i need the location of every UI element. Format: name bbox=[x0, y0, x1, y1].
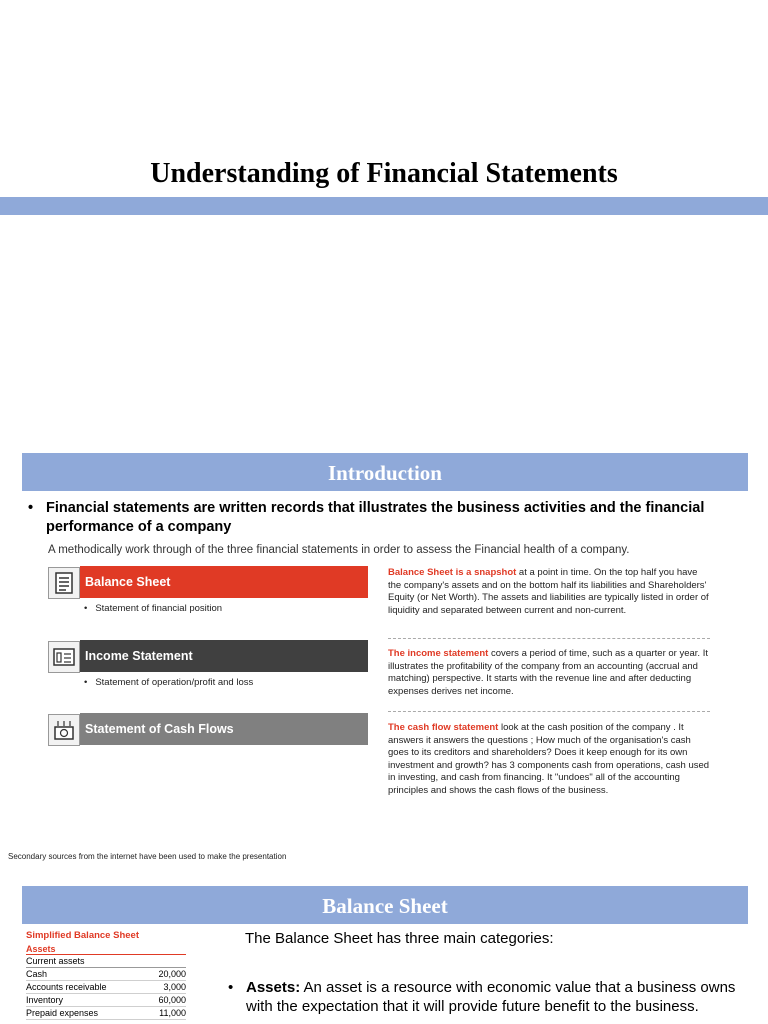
balance-sheet-header: Balance Sheet bbox=[22, 886, 748, 924]
income-statement-description: The income statement covers a period of time, such as a quarter or year. It illustrates the profitability of the company from an accounting (accrual and matching) perspective. It starts with the revenue line and after deducting expenses derives net income. bbox=[388, 648, 708, 697]
table-category: Current assets bbox=[26, 955, 186, 968]
divider-2 bbox=[388, 711, 710, 712]
bullet-dot: • bbox=[28, 500, 34, 516]
cash-flows-bar: Statement of Cash Flows bbox=[80, 713, 368, 745]
cash-register-icon bbox=[48, 714, 80, 746]
balance-sheet-bar: Balance Sheet bbox=[80, 566, 368, 598]
footnote: Secondary sources from the internet have been used to make the presentation bbox=[8, 852, 287, 861]
cash-flow-description: The cash flow statement look at the cash position of the company . It answers it answers the questions ; How much of the organisation's cash goes to its creditors and shareholders? Does it keep enough for its own investment and growth? has 3 components cash from operations, cash used in investing, and cash from financing. It "undoes" all of the accounting principles and shows the cash flows of the business. bbox=[388, 722, 710, 796]
method-text: A methodically work through of the three financial statements in order to assess the Financial health of a company. bbox=[48, 544, 630, 556]
divider-1 bbox=[388, 638, 710, 639]
balance-sheet-intro: The Balance Sheet has three main categories: bbox=[245, 930, 554, 947]
balance-sheet-subtitle: • Statement of financial position bbox=[84, 603, 223, 614]
table-row: Accounts receivable 3,000 bbox=[26, 982, 186, 992]
simplified-balance-sheet-table bbox=[26, 930, 186, 1020]
title-divider-bar bbox=[0, 197, 768, 215]
income-statement-bar: Income Statement bbox=[80, 640, 368, 672]
table-row: Inventory 60,000 bbox=[26, 995, 186, 1005]
assets-bullet-text: Assets: An asset is a resource with economic value that a business owns with the expectation that it will provide future benefit to the business. bbox=[246, 979, 736, 1015]
bullet-dot: • bbox=[228, 979, 234, 996]
table-title: Simplified Balance Sheet bbox=[26, 930, 139, 941]
income-statement-subtitle: • Statement of operation/profit and loss bbox=[84, 677, 254, 688]
page-title: Understanding of Financial Statements bbox=[150, 158, 618, 189]
document-icon bbox=[48, 567, 80, 599]
table-row: Cash 20,000 bbox=[26, 969, 186, 979]
introduction-header: Introduction bbox=[22, 453, 748, 491]
intro-bullet-text: Financial statements are written records that illustrates the business activities and the financial performance of a company bbox=[46, 500, 705, 535]
table-section: Assets bbox=[26, 944, 186, 955]
balance-sheet-description: Balance Sheet is a snapshot at a point in time. On the top half you have the company's assets and on the bottom half its liabilities and Shareholders' Equity (or Net Worth). The assets and liabilities are typically listed in order of liquidity and separated between current and non-current. bbox=[388, 567, 709, 616]
table-row: Prepaid expenses 11,000 bbox=[26, 1008, 186, 1018]
report-icon bbox=[48, 641, 80, 673]
